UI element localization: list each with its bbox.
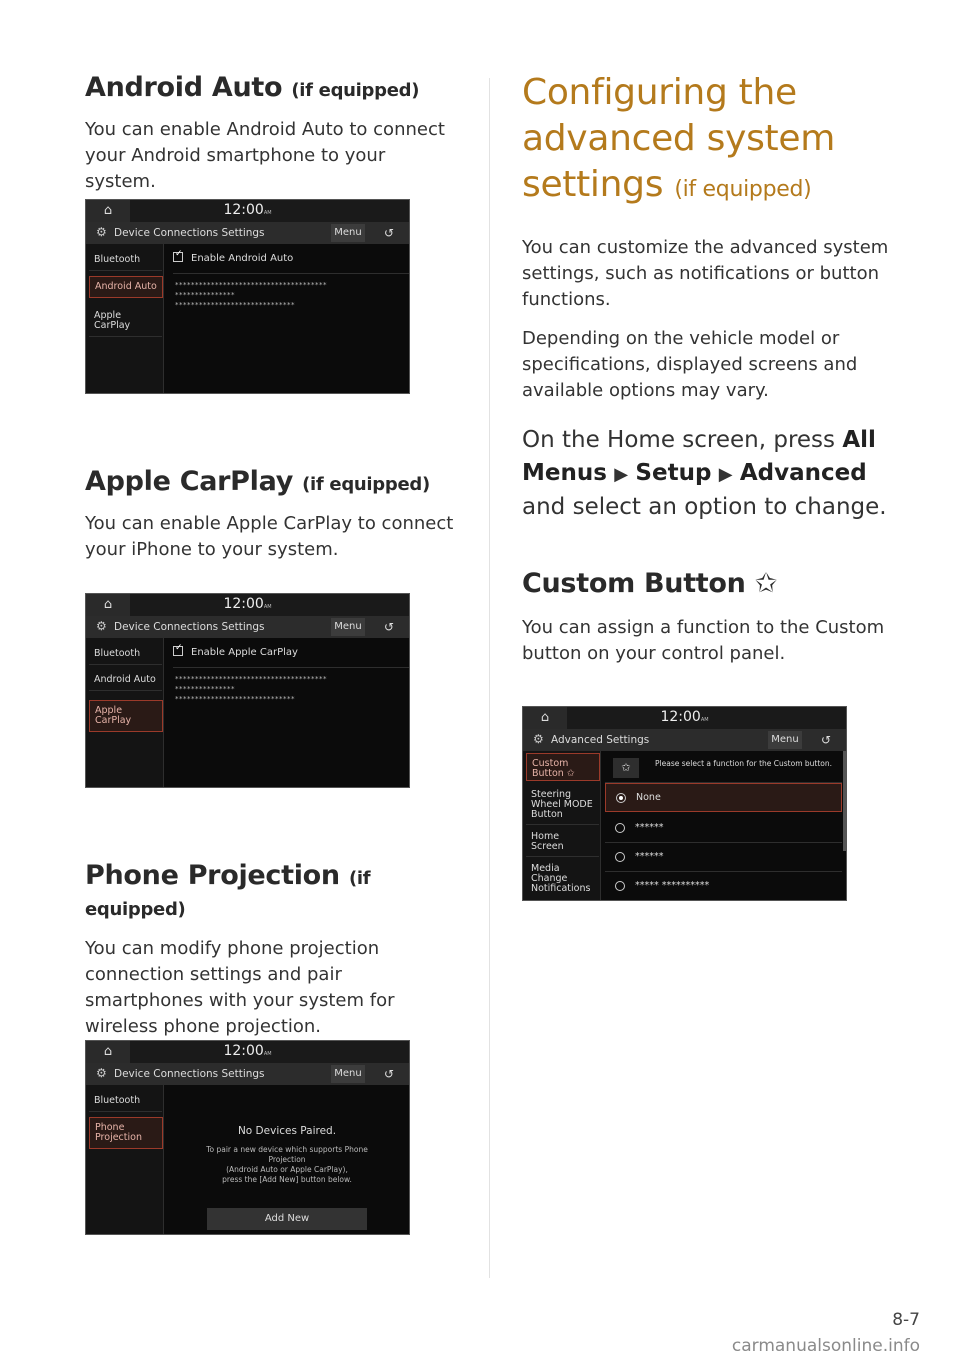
hint-text: Please select a function for the Custom button. [655,759,833,768]
gear-icon: ⚙ [96,1066,107,1080]
no-devices-message: No Devices Paired. [237,1125,337,1137]
home-icon[interactable]: ⌂ [86,200,130,222]
sidebar [86,244,164,394]
home-icon[interactable]: ⌂ [86,1041,130,1063]
clock: 12:00AM [223,1043,272,1059]
enable-android-auto-checkbox[interactable]: ✓Enable Android Auto [173,252,409,274]
radio-icon [615,823,625,833]
sidebar-item-bluetooth[interactable]: Bluetooth [89,1091,162,1112]
page-number: 8-7 [892,1310,920,1330]
home-icon[interactable]: ⌂ [523,707,567,729]
star-icon[interactable]: ✩ [613,758,639,778]
right-column [522,70,902,667]
sidebar [523,751,601,901]
sidebar-item-steering-mode[interactable]: Steering Wheel MODE Button [526,785,599,825]
star-icon: ✩ [754,568,778,599]
custom-button-heading: Custom Button ✩ [522,568,778,599]
phone-projection-text: You can modify phone projection connection settings and pair smartphones with your system for wireless phone projection. [85,938,395,1037]
back-icon[interactable]: ↺ [383,1067,395,1081]
screen-title: Device Connections Settings [114,227,265,239]
radio-icon [616,793,626,803]
sidebar-item-custom-button[interactable]: Custom Button ✩ [526,753,600,781]
sidebar-item-android-auto[interactable]: Android Auto [89,670,162,691]
pair-hint: To pair a new device which supports Phone Projection (Android Auto or Apple CarPlay), press the [Add New] button below. [206,1145,368,1184]
android-auto-text: You can enable Android Auto to connect your Android smartphone to your system. [85,119,445,192]
apple-carplay-text: You can enable Apple CarPlay to connect your iPhone to your system. [85,513,454,560]
column-divider [489,78,490,1278]
clock: 12:00AM [223,596,272,612]
menu-button[interactable]: Menu [331,1065,365,1083]
sidebar [86,638,164,788]
screen-title: Advanced Settings [551,734,650,746]
enable-carplay-checkbox[interactable]: ✓Enable Apple CarPlay [173,646,409,668]
sidebar [86,1085,164,1235]
gear-icon: ⚙ [96,225,107,239]
intro-text: You can customize the advanced system settings, such as notifications or button functions. [522,237,889,310]
phone-projection-heading: Phone Projection (if equipped) [85,860,371,920]
advanced-settings-screen [522,706,847,901]
menu-button[interactable]: Menu [768,731,802,749]
watermark: carmanualsonline.info [731,1336,920,1356]
apple-carplay-screen [85,593,410,788]
projection-section [85,860,465,1040]
radio-icon [615,881,625,891]
custom-button-text: You can assign a function to the Custom button on your control panel. [522,617,885,664]
scrollbar[interactable] [843,751,846,851]
back-icon[interactable]: ↺ [820,733,832,747]
android-auto-screen [85,199,410,394]
description-text: ************************************** *************** ****************************** [175,281,327,309]
screen-title: Device Connections Settings [114,621,265,633]
back-icon[interactable]: ↺ [383,620,395,634]
option-4[interactable]: ***** ********** [605,872,842,901]
sidebar-item-bluetooth[interactable]: Bluetooth [89,250,162,271]
sidebar-item-android-auto[interactable]: Android Auto [89,276,163,298]
option-3[interactable]: ****** [605,843,842,872]
page-title: Configuring the advanced system settings (if equipped) [522,72,835,205]
home-icon[interactable]: ⌂ [86,594,130,616]
back-icon[interactable]: ↺ [383,226,395,240]
left-column [85,70,465,195]
add-new-button[interactable]: Add New [207,1208,367,1230]
sidebar-item-media-notifications[interactable]: Media Change Notifications [531,863,591,894]
option-2[interactable]: ****** [605,814,842,843]
radio-icon [615,852,625,862]
phone-projection-screen [85,1040,410,1235]
checkbox-icon [173,252,183,262]
menu-button[interactable]: Menu [331,224,365,242]
clock: 12:00AM [660,709,709,725]
checkbox-icon [173,646,183,656]
android-auto-heading: Android Auto (if equipped) [85,72,420,103]
description-text: ************************************** *************** ****************************** [175,675,327,703]
apple-carplay-heading: Apple CarPlay (if equipped) [85,466,430,497]
gear-icon: ⚙ [96,619,107,633]
sidebar-item-apple-carplay[interactable]: Apple CarPlay [89,700,163,732]
sidebar-item-bluetooth[interactable]: Bluetooth [89,644,162,665]
sidebar-item-phone-projection[interactable]: Phone Projection [89,1117,163,1149]
menu-button[interactable]: Menu [331,618,365,636]
gear-icon: ⚙ [533,732,544,746]
instruction-text: On the Home screen, press All Menus ▶ Setup ▶ Advanced and select an option to change. [522,427,887,520]
sidebar-item-apple-carplay[interactable]: Apple CarPlay [89,306,162,337]
sidebar-item-home-screen[interactable]: Home Screen [526,827,599,857]
carplay-section [85,466,465,563]
option-none[interactable]: None [605,783,842,812]
screen-title: Device Connections Settings [114,1068,265,1080]
variation-note: Depending on the vehicle model or specifications, displayed screens and available options may vary. [522,328,858,401]
clock: 12:00AM [223,202,272,218]
